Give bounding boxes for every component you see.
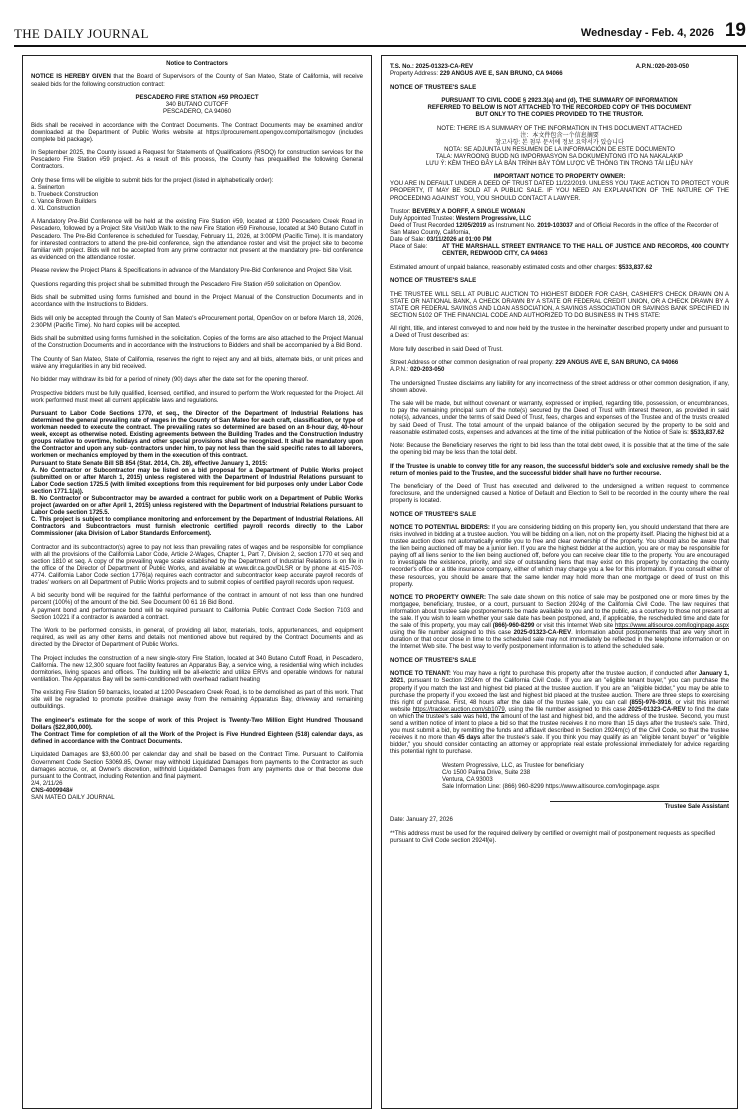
contractor-item: d. XL Construction <box>31 205 81 212</box>
section-heading: NOTICE OF TRUSTEE'S SALE <box>390 278 477 285</box>
civil-code-line: BUT ONLY TO THE COPIES PROVIDED TO THE TRUSTOR. <box>475 112 644 119</box>
paragraph: The Work to be performed consists, in general, of providing all labor, materials, tools, appurtenances, and equipment required, as well as any other items and details not mentioned above but required by the Contract Documents and as directed by the Director of Department of Public Works. <box>31 628 363 649</box>
sale-info-line: Sale Information Line: (866) 960-8299 https://www.altisource.com/loginpage.aspx <box>442 783 660 790</box>
paragraph: Questions regarding this project shall be submitted through the Pescadero Fire Station #59 solicitation on OpenGov. <box>31 281 342 288</box>
section-heading: NOTICE OF TRUSTEE'S SALE <box>390 511 477 518</box>
masthead <box>14 20 746 44</box>
tenant-tracker-link[interactable]: https://tracker.auction.com/sb1079 <box>412 706 505 713</box>
tenant-notice: NOTICE TO TENANT: You may have a right to purchase this property after the trustee auction, if conducted after January 1, 2021, pursuant to Section 2924m of the California Civil Code. If you are an "eligible tenant buyer," you can purchase the property if you match the last and highest bid placed at the trustee auction. If you are an "eligible bidder," you may be able to purchase the property if you exceed the last and highest bid placed at the trustee auction. There are three steps to exercising this right of purchase. First, 48 hours after the date of the trustee sale, you can call (855)-976-3916, or visit this internet website https://tracker.auction.com/sb1079, using the file number assigned to this case 2025-01323-CA-REV to find the date on which the trustee's sale was held, the amount of the last and highest bid, and the address of the trustee. Second, you must send a written notice of intent to place a bid so that the trustee receives it no more than 15 days after the trustee's sale. Third, you must submit a bid, by remitting the funds and affidavit described in Section 2924m(c) of the Civil Code, so that the trustee receives it no more than 45 days after the trustee's sale. If you think you may qualify as an "eligible tenant buyer" or "eligible bidder," you should consider contacting an attorney or appropriate real estate professional immediately for advice regarding this potential right to purchase. <box>390 671 730 756</box>
publication-credit: SAN MATEO DAILY JOURNAL <box>31 794 115 801</box>
apn-number: A.P.N.:020-203-050 <box>635 64 689 70</box>
paragraph: The Project includes the construction of a new single-story Fire Station, located at 340 Butano Cutoff Road, in Pescadero, California. The new 12,300 square foot facility features an Apparatus Bay, a service wing, a residential wing which includes dormitories, living spaces and offices. The building will be all-electric and utilize ERVs and operable windows for natural ventilation. The Apparatus Bay will be semi-conditioned with overhead radiant heating <box>31 655 363 683</box>
signer-title: Trustee Sale Assistant <box>664 803 729 810</box>
deed-line: Deed of Trust Recorded 12/05/2019 as Instrument No. 2019-103037 and of Official Records in the office of the Recorder of San Mateo County, California, <box>390 223 719 237</box>
summary-line: 注：本文件包含一个信息摘要 <box>520 132 599 139</box>
paragraph: The beneficiary of the Deed of Trust has executed and delivered to the undersigned a written request to commence foreclosure, and the undersigned caused a Notice of Default and Election to Sell to be recorded in the county where the real property is located. <box>390 484 729 505</box>
contractor-item: c. Vance Brown Builders <box>31 198 97 205</box>
summary-line: LƯU Ý: KÈM THEO ĐÂY LÀ BẢN TRÌNH BÀY TÓM LƯỢC VỀ THÔNG TIN TRONG TÀI LIỆU NÀY <box>425 160 694 167</box>
paragraph: The existing Fire Station 59 barracks, located at 1200 Pescadero Creek Road, is to be demolished as part of this work. That site will be regraded to promote positive drainage away from the remaining Apparatus Bay, driveway and remaining outbuildings. <box>31 690 363 711</box>
sale-place-line: Place of Sale: AT THE MARSHALL STREET ENTRANCE TO THE HALL OF JUSTICE AND RECORDS, 400 COUNTY CENTER, REDWOOD CITY, CA 94063 <box>390 244 729 258</box>
paragraph: Bids shall be submitted using forms furnished in the solicitation. Copies of the forms are also attached to the Project Manual of the Construction Documents and in accordance with the Instructions to Bidders and shall be accompanied by a Bid Bond. <box>31 336 363 350</box>
trustor-line: Trustor: BEVERLY A DORFF, A SINGLE WOMAN <box>390 208 525 215</box>
paragraph: Contractor and its subcontractor(s) agree to pay not less than prevailing rates of wages and be responsible for compliance with all the provisions of the California Labor Code, Article 2-Wages, Chapter 1, Part 7, Division 2, section 1770 et seq and section 1810 et seq. A copy of the prevailing wage scale established by the Department of Industrial Relations is on file in the office of the Director of Department of Public Works, and available at www.dir.ca.gov/DLSR or by phone at 415-703-4774. California Labor Code section 1776(a) requires each contractor and subcontractor keep accurate payroll records of trades' workers on all Department of Public Works projects and to submit copies of certified payroll records upon request. <box>31 544 363 586</box>
page-number: 19 <box>724 20 746 41</box>
trustee-contact: C/o 1500 Palma Drive, Suite 238 <box>442 769 531 776</box>
trustee-sale-column <box>381 55 738 1109</box>
publication-dates: 2/4, 2/11/26 <box>31 780 63 787</box>
sb854-item-c: C. This project is subject to compliance monitoring and enforcement by the Department of Industrial Relations. All Contractors and Subcontractors must furnish electronic certified payroll records directly to the Labor Commissioner (aka Division of Labor Standards Enforcement). <box>31 517 363 538</box>
sale-date-line: Date of Sale: 03/11/2026 at 01:00 PM <box>390 237 492 244</box>
paragraph: A Mandatory Pre-Bid Conference will be held at the existing Fire Station #59, located at 1200 Pescadero Creek Road in Pescadero, followed by a Project Site Visit/Job Walk to the new Fire Station #59 Firehouse, located at 340 Butano Cutoff in Pescadero. The Pre-Bid Conference is scheduled for Tuesday, February 11, 2026, at 3:00PM (Pacific Time). It is mandatory for interested contractors to attend the pre-bid conference, sign the attendance roster and visit the project site to become familiar with project. Bids will not be accepted from any prime contractor not present at the mandatory pre- bid conference as evidenced on the attendance roster. <box>31 219 363 261</box>
contractor-item: b. Truebeck Construction <box>31 191 99 198</box>
paragraph: The County of San Mateo, State of California, reserves the right to reject any and all bids, alternate bids, or unit prices and waive any irregularities in any bid received. <box>31 356 363 370</box>
masthead-rule <box>14 45 746 47</box>
paragraph: Prospective bidders must be fully qualified, licensed, certified, and insured to perform the Work requested for the Project. All work performed must meet all current applicable laws and regulations. <box>31 390 363 404</box>
sb854-paragraph: Pursuant to State Senate Bill SB 854 (Stat. 2014, Ch. 28), effective January 1, 2015: <box>31 460 268 467</box>
paragraph: More fully described in said Deed of Trust. <box>390 346 503 353</box>
paragraph: Bids shall be submitted using forms furnished and bound in the Project Manual of the Construction Documents and in accordance with the Instructions to Bidders. <box>31 295 363 309</box>
paragraph: Please review the Project Plans & Specifications in advance of the Mandatory Pre-Bid Conference and Project Site Visit. <box>31 268 353 275</box>
section-heading: NOTICE OF TRUSTEE'S SALE <box>390 657 477 664</box>
prevailing-wage-paragraph: Pursuant to Labor Code Sections 1770, et seq., the Director of the Department of Industrial Relations has determined the general prevailing rate of wages in the County of San Mateo for each craft, classification, or type of workman needed to execute the contract. The prevailing rates so determined are based on an 8-hour day, 40-hour week, except as otherwise noted. Existing agreements between the Building Trades and the Construction Industry groups relative to overtime, holidays and other special provisions shall be recognized. It shall be mandatory upon the Contractor and upon any sub- contractors under him, to pay not less than the said specific rates to all laborers, workmen or mechanics employed by them in the execution of this contract. <box>31 411 363 460</box>
civil-code-line: PURSUANT TO CIVIL CODE § 2923.3(a) and (d), THE SUMMARY OF INFORMATION <box>441 97 678 104</box>
signature-line <box>550 801 729 802</box>
contract-time-paragraph: The Contract Time for completion of all the Work of the Project is Five Hundred Eighteen (518) calendar days, as defined in accordance with the Contract Documents. <box>31 731 363 746</box>
apn-line: A.P.N.: 020-203-050 <box>390 367 445 374</box>
project-city: PESCADERO, CA 94060 <box>163 109 231 116</box>
paragraph: In September 2025, the County issued a Request for Statements of Qualifications (RSOQ) for construction services for the Pescadero Fire Station #59 project. As a result of this process, the County has prequalified the following General Contractors. <box>31 150 363 171</box>
paragraph: Liquidated Damages are $3,600.00 per calendar day and shall be based on the Contract Time. Pursuant to California Government Code Section 53069.85, Owner may withhold Liquidated Damages from payments to the Contractor as such damages accrue, or, at Owner's discretion, withhold Liquidated Damages from any payments due or that become due pursuant to the Contract, including Retention and final payment. <box>31 752 363 780</box>
paragraph: Note: Because the Beneficiary reserves the right to bid less than the total debt owed, it is possible that at the time of the sale the opening bid may be less than the total debt. <box>390 443 729 457</box>
sb854-item-b: B. No Contractor or Subcontractor may be awarded a contract for public work on a Department of Public Works project (awarded on or after April 1, 2015) unless registered with the Department of Industrial Relations pursuant to Labor Code section 1725.5. <box>31 495 363 516</box>
civil-code-line: REFERRED TO BELOW IS NOT ATTACHED TO THE RECORDED COPY OF THIS DOCUMENT <box>427 105 692 112</box>
trustee-contact: Western Progressive, LLC, as Trustee for beneficiary <box>442 762 584 769</box>
summary-line: NOTA: SE ADJUNTA UN RESUMEN DE LA INFORMACIÓN DE ESTE DOCUMENTO <box>444 146 675 153</box>
reference-number: CNS-4009948# <box>31 787 73 794</box>
project-title: PESCADERO FIRE STATION #59 PROJECT <box>135 94 259 101</box>
intro-paragraph: NOTICE IS HEREBY GIVEN that the Board of Supervisors of the County of San Mateo, State of California, will receive sealed bids for the following construction contract: <box>31 74 363 88</box>
paragraph: Only these firms will be eligible to submit bids for the project (listed in alphabetically order): <box>31 177 274 184</box>
sb854-item-a: A. No Contractor or Subcontractor may be listed on a bid proposal for a Department of Public Works project (submitted on or after March 1, 2015) unless registered with the Department of Industrial Relations pursuant to Labor Code section 1725.5 (with limited exceptions from this requirement for bid purposes only under Labor Code section 1771.1(a)). <box>31 467 363 495</box>
paragraph: The sale will be made, but without covenant or warranty, expressed or implied, regarding title, possession, or encumbrances, to pay the remaining principal sum of the note(s) secured by the Deed of Trust with interest thereon, as provided in said note(s), advances, under the terms of said Deed of Trust, fees, charges and expenses of the Trustee and of the trusts created by said Deed of Trust. The total amount of the unpaid balance of the obligation secured by the property to be sold and reasonable estimated costs, expenses and advances at the time of the initial publication of the Notice of Sale is: $533,837.62 <box>390 401 729 436</box>
publication-name: THE DAILY JOURNAL <box>14 26 149 41</box>
summary-line: TALA: MAYROONG BUOD NG IMPORMASYON SA DOKUMENTONG ITO NA NAKALAKIP <box>435 153 684 160</box>
project-street: 340 BUTANO CUTOFF <box>165 102 229 109</box>
important-notice-heading: IMPORTANT NOTICE TO PROPERTY OWNER: <box>493 174 626 181</box>
trustee-contact: Ventura, CA 93003 <box>442 776 493 783</box>
estimated-amount: Estimated amount of unpaid balance, reasonably estimated costs and other charges: $533,837.62 <box>390 264 653 271</box>
paragraph: The undersigned Trustee disclaims any liability for any incorrectness of the street address or other common designation, if any, shown above. <box>390 380 729 394</box>
postponement-link[interactable]: https://www.altisource.com/loginpage.aspx <box>615 623 729 630</box>
paragraph: No bidder may withdraw its bid for a period of ninety (90) days after the date set for the opening thereof. <box>31 377 309 384</box>
contractor-item: a. Swinerton <box>31 184 65 191</box>
paragraph: Bids shall be received in accordance with the Contract Documents. The Contract Documents may be examined and/or downloaded at the Department of Public Works website at https://procurement.opengov.com/portal/smcgov (includes complete bid package). <box>31 122 363 143</box>
owner-notice: NOTICE TO PROPERTY OWNER: The sale date shown on this notice of sale may be postponed one or more times by the mortgagee, beneficiary, trustee, or a court, pursuant to Section 2924g of the California Civil Code. The law requires that information about trustee sale postponements be made available to you and to the public, as a courtesy to those not present at the sale. If you wish to learn whether your sale date has been postponed, and, if applicable, the rescheduled time and date for the sale of this property, you may call (866)-960-8299 or visit this Internet Web site https://www.altisource.com/loginpage.aspx using the file number assigned to this case 2025-01323-CA-REV. Information about postponements that are very short in duration or that occur close in time to the scheduled sale may not immediately be reflected in the telephone information or on the Internet Web site. The best way to verify postponement information is to attend the scheduled sale. <box>390 595 730 651</box>
ts-number: T.S. No.: 2025-01323-CA-REV <box>390 64 474 70</box>
paragraph: All right, title, and interest conveyed to and now held by the trustee in the hereinafter described property under and pursuant to a Deed of Trust described as: <box>390 326 729 340</box>
summary-line: 참고사항: 본 첨부 문서에 정보 요약서가 있습니다 <box>495 139 624 146</box>
bidders-notice: NOTICE TO POTENTIAL BIDDERS: If you are considering bidding on this property lien, you should understand that there are risks involved in bidding at a trustee auction. You will be bidding on a lien, not on the property itself. Placing the highest bid at a trustee auction does not automatically entitle you to free and clear ownership of the property. You should also be aware that the lien being auctioned off may be a junior lien. If you are the highest bidder at the auction, you are or may be responsible for paying off all liens senior to the lien being auctioned off, before you can receive clear title to the property. You are encouraged to investigate the existence, priority, and size of outstanding liens that may exist on this property by contacting the county recorder's office or a title insurance company, either of which may charge you a fee for this information. If you consult either of these resources, you should be aware that the same lender may hold more than one mortgage or deed of trust on this property. <box>390 525 730 588</box>
street-address: Street Address or other common designation of real property: 229 ANGUS AVE E, SAN BRUNO, CA 94066 <box>390 360 679 367</box>
paragraph: A payment bond and performance bond will be required pursuant to California Public Contract Code Section 7103 and Section 10221 if a contractor is awarded a contract. <box>31 607 363 621</box>
notice-heading: Notice to Contractors <box>166 61 228 67</box>
paragraph: Bids will only be accepted through the County of San Mateo's eProcurement portal, OpenGov on or before March 18, 2026, 2:30PM (Pacific Time). No hard copies will be accepted. <box>31 315 363 329</box>
trustee-line: Duly Appointed Trustee: Western Progressive, LLC <box>390 216 532 223</box>
summary-line: NOTE: THERE IS A SUMMARY OF THE INFORMATION IN THIS DOCUMENT ATTACHED <box>436 125 683 132</box>
notice-date: Date: January 27, 2026 <box>390 817 453 824</box>
section-heading: NOTICE OF TRUSTEE'S SALE <box>390 84 477 91</box>
footnote: **This address must be used for the required delivery by certified or overnight mail of postponement requests as specified pursuant to Civil Code section 2924f(e). <box>390 830 716 844</box>
paragraph: THE TRUSTEE WILL SELL AT PUBLIC AUCTION TO HIGHEST BIDDER FOR CASH, CASHIER'S CHECK DRAWN ON A STATE OR NATIONAL BANK, A CHECK DRAWN BY A STATE OR FEDERAL CREDIT UNION, OR A CHECK DRAWN BY A STATE OR FEDERAL SAVINGS AND LOAN ASSOCIATION, A SAVINGS ASSOCIATION OR SAVINGS BANK SPECIFIED IN SECTION 5102 OF THE FINANCIAL CODE AND AUTHORIZED TO DO BUSINESS IN THIS STATE: <box>390 291 729 319</box>
issue-date: Wednesday - Feb. 4, 2026 <box>580 27 714 39</box>
property-address: Property Address: 229 ANGUS AVE E, SAN BRUNO, CA 94066 <box>390 71 563 78</box>
paragraph: A bid security bond will be required for the faithful performance of the contract in amount of not less than one hundred percent (100%) of the amount of the bid. See Document 00 61 16 Bid Bond. <box>31 593 363 607</box>
ts-header <box>390 64 729 71</box>
estimate-paragraph: The engineer's estimate for the scope of work of this Project is Twenty-Two Million Eight Hundred Thousand Dollars ($22,800,000). <box>31 717 363 731</box>
notice-to-contractors-column <box>22 55 372 1109</box>
important-notice: YOU ARE IN DEFAULT UNDER A DEED OF TRUST DATED 11/22/2019. UNLESS YOU TAKE ACTION TO PROTECT YOUR PROPERTY, IT MAY BE SOLD AT A PUBLIC SALE. IF YOU NEED AN EXPLANATION OF THE NATURE OF THE PROCEEDING AGAINST YOU, YOU SHOULD CONTACT A LAWYER. <box>390 181 729 202</box>
paragraph: If the Trustee is unable to convey title for any reason, the successful bidder's sole and exclusive remedy shall be the return of monies paid to the Trustee, and the successful bidder shall have no further recourse. <box>390 463 729 477</box>
